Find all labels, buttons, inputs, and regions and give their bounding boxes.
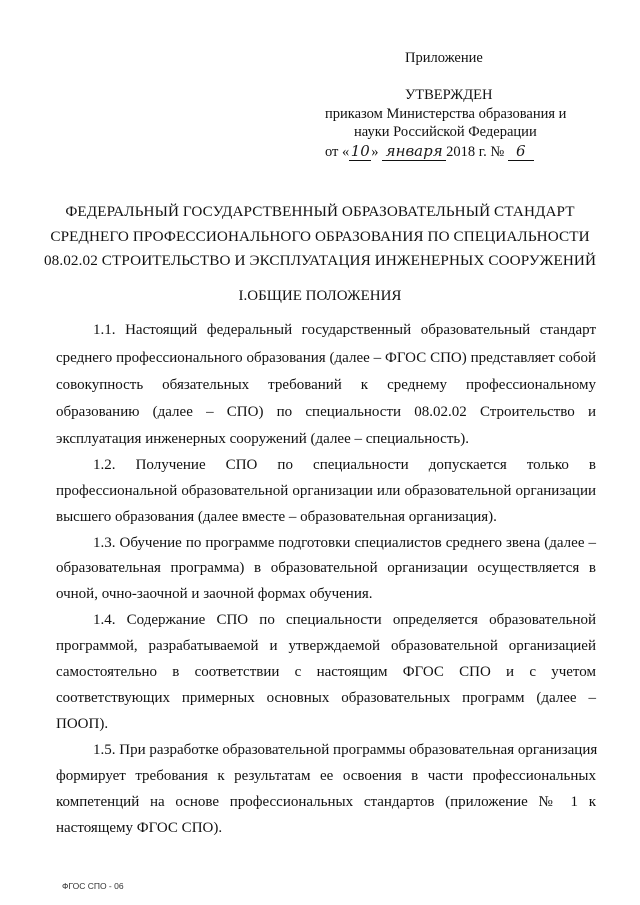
document-title-line-3: 08.02.02 СТРОИТЕЛЬСТВО И ЭКСПЛУАТАЦИЯ ИНЖЕНЕРНЫХ СООРУЖЕНИЙ	[43, 252, 597, 269]
paragraph-1-4-line-3: самостоятельно в соответствии с настоящим ФГОС СПО и с учетом	[56, 664, 596, 680]
footer-code: ФГОС СПО - 06	[62, 881, 124, 891]
paragraph-1-1-line-2: среднего профессионального образования (далее – ФГОС СПО) представляет собой	[56, 350, 596, 366]
paragraph-1-1-line-4: образованию (далее – СПО) по специальности 08.02.02 Строительство и	[56, 404, 596, 420]
appendix-label: Приложение	[405, 50, 483, 66]
order-date-line	[325, 142, 534, 161]
paragraph-1-2-line-1: 1.2. Получение СПО по специальности допускается только в	[93, 457, 596, 473]
date-prefix: от «	[325, 144, 350, 160]
paragraph-1-3-line-2: образовательная программа) в образовательной организации осуществляется в	[56, 560, 596, 576]
paragraph-1-5-line-2: формирует требования к результатам ее освоения в части профессиональных	[56, 768, 596, 784]
paragraph-1-5-line-3: компетенций на основе профессиональных стандартов (приложение № 1 к	[56, 794, 596, 810]
paragraph-1-1-line-5: эксплуатация инженерных сооружений (далее – специальность).	[56, 431, 469, 447]
paragraph-1-3-line-1: 1.3. Обучение по программе подготовки специалистов среднего звена (далее –	[93, 535, 596, 551]
order-line-2: науки Российской Федерации	[354, 124, 537, 140]
order-line-1: приказом Министерства образования и	[325, 106, 567, 122]
date-year: 2018 г. №	[446, 144, 505, 160]
date-month-handwritten: января	[382, 142, 446, 161]
date-mid: »	[371, 144, 379, 160]
paragraph-1-1-line-3: совокупность обязательных требований к среднему профессиональному	[56, 377, 596, 393]
paragraph-1-1-line-1: 1.1. Настоящий федеральный государственный образовательный стандарт	[93, 322, 596, 338]
paragraph-1-4-line-1: 1.4. Содержание СПО по специальности определяется образовательной	[93, 612, 596, 628]
paragraph-1-4-line-4: соответствующих примерных основных образовательных программ (далее –	[56, 690, 596, 706]
section-title: I.ОБЩИЕ ПОЛОЖЕНИЯ	[238, 288, 402, 304]
paragraph-1-3-line-3: очной, очно-заочной и заочной формах обучения.	[56, 586, 373, 602]
paragraph-1-5-line-4: настоящему ФГОС СПО).	[56, 820, 223, 836]
date-day-handwritten: 10	[350, 142, 370, 160]
paragraph-1-4-line-5: ПООП).	[56, 716, 109, 732]
document-title-line-1: ФЕДЕРАЛЬНЫЙ ГОСУДАРСТВЕННЫЙ ОБРАЗОВАТЕЛЬНЫЙ СТАНДАРТ	[65, 203, 575, 220]
paragraph-1-2-line-2: профессиональной образовательной организации или образовательной организации	[56, 483, 596, 499]
paragraph-1-2-line-3: высшего образования (далее вместе – образовательная организация).	[56, 509, 497, 525]
order-number-handwritten: 6	[508, 142, 534, 161]
approved-label: УТВЕРЖДЕН	[405, 87, 493, 103]
document-title-line-2: СРЕДНЕГО ПРОФЕССИОНАЛЬНОГО ОБРАЗОВАНИЯ ПО СПЕЦИАЛЬНОСТИ	[50, 228, 590, 245]
paragraph-1-4-line-2: программой, разрабатываемой и утверждаемой образовательной организацией	[56, 638, 596, 654]
paragraph-1-5-line-1: 1.5. При разработке образовательной программы образовательная организация	[93, 742, 598, 758]
